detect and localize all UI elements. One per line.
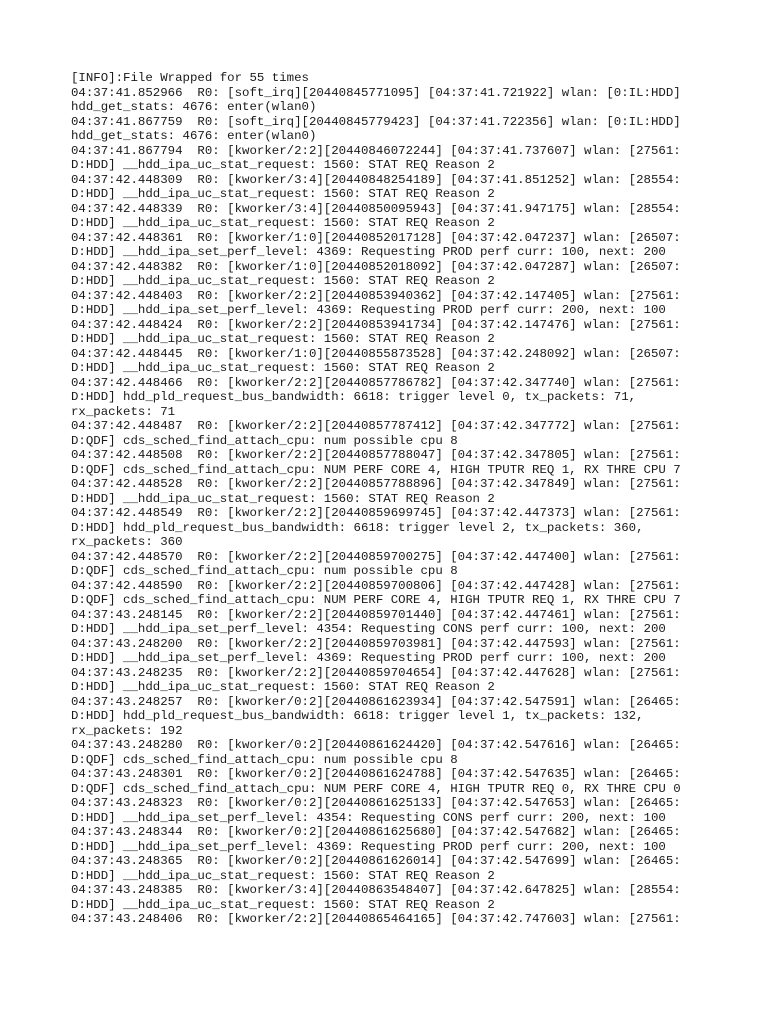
- log-line: D:HDD] __hdd_ipa_uc_stat_request: 1560: STAT REQ Reason 2: [71, 680, 495, 694]
- log-line: 04:37:42.448382 R0: [kworker/1:0][20440852018092] [04:37:42.047287] wlan: [26507:: [71, 259, 681, 274]
- log-line: 04:37:42.448590 R0: [kworker/2:2][20440859700806] [04:37:42.447428] wlan: [27561:: [71, 578, 681, 593]
- log-line: D:HDD] __hdd_ipa_uc_stat_request: 1560: STAT REQ Reason 2: [71, 216, 495, 230]
- log-line: hdd_get_stats: 4676: enter(wlan0): [71, 129, 317, 143]
- log-line: 04:37:43.248257 R0: [kworker/0:2][20440861623934] [04:37:42.547591] wlan: [26465:: [71, 694, 681, 709]
- log-line: 04:37:42.448508 R0: [kworker/2:2][20440857788047] [04:37:42.347805] wlan: [27561:: [71, 448, 681, 462]
- log-line: 04:37:43.248235 R0: [kworker/2:2][20440859704654] [04:37:42.447628] wlan: [27561:: [71, 665, 681, 680]
- log-line: D:HDD] __hdd_ipa_set_perf_level: 4354: Requesting CONS perf curr: 200, next: 100: [71, 810, 666, 825]
- log-line: D:HDD] hdd_pld_request_bus_bandwidth: 6618: trigger level 0, tx_packets: 71,: [71, 390, 637, 404]
- log-line: D:HDD] hdd_pld_request_bus_bandwidth: 6618: trigger level 2, tx_packets: 360,: [71, 520, 644, 535]
- log-line: 04:37:43.248365 R0: [kworker/0:2][20440861626014] [04:37:42.547699] wlan: [26465:: [71, 854, 681, 868]
- log-line: D:QDF] cds_sched_find_attach_cpu: num possible cpu 8: [71, 752, 458, 767]
- log-line: D:QDF] cds_sched_find_attach_cpu: num possible cpu 8: [71, 433, 458, 448]
- log-line: 04:37:41.867794 R0: [kworker/2:2][20440846072244] [04:37:41.737607] wlan: [27561:: [71, 143, 681, 158]
- log-line: D:HDD] __hdd_ipa_uc_stat_request: 1560: STAT REQ Reason 2: [71, 332, 495, 346]
- log-line: D:HDD] __hdd_ipa_uc_stat_request: 1560: STAT REQ Reason 2: [71, 897, 495, 912]
- log-line: D:QDF] cds_sched_find_attach_cpu: NUM PERF CORE 4, HIGH TPUTR REQ 0, RX THRE CPU 0: [71, 781, 681, 796]
- log-line: rx_packets: 192: [71, 723, 183, 738]
- log-line: D:HDD] __hdd_ipa_uc_stat_request: 1560: STAT REQ Reason 2: [71, 361, 495, 375]
- log-line: 04:37:43.248385 R0: [kworker/3:4][20440863548407] [04:37:42.647825] wlan: [28554:: [71, 883, 681, 897]
- log-line: 04:37:42.448487 R0: [kworker/2:2][20440857787412] [04:37:42.347772] wlan: [27561:: [71, 419, 681, 433]
- log-line: 04:37:43.248344 R0: [kworker/0:2][20440861625680] [04:37:42.547682] wlan: [26465:: [71, 825, 681, 839]
- log-line: hdd_get_stats: 4676: enter(wlan0): [71, 100, 317, 114]
- log-line: D:HDD] __hdd_ipa_uc_stat_request: 1560: STAT REQ Reason 2: [71, 158, 495, 172]
- log-line: D:HDD] __hdd_ipa_set_perf_level: 4369: Requesting PROD perf curr: 200, next: 100: [71, 839, 666, 854]
- log-line: 04:37:41.867759 R0: [soft_irq][20440845779423] [04:37:41.722356] wlan: [0:IL:HDD]: [71, 114, 681, 129]
- log-line: 04:37:42.448403 R0: [kworker/2:2][20440853940362] [04:37:42.147405] wlan: [27561:: [71, 288, 681, 303]
- log-document: [71, 71, 761, 927]
- log-line: D:HDD] __hdd_ipa_set_perf_level: 4369: Requesting PROD perf curr: 100, next: 200: [71, 245, 666, 259]
- log-line: 04:37:42.448570 R0: [kworker/2:2][20440859700275] [04:37:42.447400] wlan: [27561:: [71, 549, 681, 564]
- log-line: D:HDD] __hdd_ipa_set_perf_level: 4369: Requesting PROD perf curr: 200, next: 100: [71, 303, 666, 317]
- log-line: 04:37:43.248200 R0: [kworker/2:2][20440859703981] [04:37:42.447593] wlan: [27561:: [71, 636, 681, 651]
- log-line: 04:37:42.448466 R0: [kworker/2:2][20440857786782] [04:37:42.347740] wlan: [27561:: [71, 375, 681, 390]
- log-line: 04:37:43.248323 R0: [kworker/0:2][20440861625133] [04:37:42.547653] wlan: [26465:: [71, 796, 681, 810]
- log-line: 04:37:43.248406 R0: [kworker/2:2][20440865464165] [04:37:42.747603] wlan: [27561:: [71, 912, 681, 926]
- log-line: 04:37:42.448445 R0: [kworker/1:0][20440855873528] [04:37:42.248092] wlan: [26507:: [71, 346, 681, 361]
- log-line: 04:37:42.448361 R0: [kworker/1:0][20440852017128] [04:37:42.047237] wlan: [26507:: [71, 230, 681, 245]
- log-line: 04:37:42.448309 R0: [kworker/3:4][20440848254189] [04:37:41.851252] wlan: [28554:: [71, 172, 681, 187]
- log-line: D:HDD] __hdd_ipa_uc_stat_request: 1560: STAT REQ Reason 2: [71, 868, 495, 883]
- log-line: rx_packets: 71: [71, 404, 176, 419]
- log-line: 04:37:42.448528 R0: [kworker/2:2][20440857788896] [04:37:42.347849] wlan: [27561:: [71, 477, 681, 491]
- log-line: 04:37:42.448424 R0: [kworker/2:2][20440853941734] [04:37:42.147476] wlan: [27561:: [71, 317, 681, 332]
- log-line: 04:37:42.448339 R0: [kworker/3:4][20440850095943] [04:37:41.947175] wlan: [28554:: [71, 201, 681, 216]
- log-line: D:HDD] __hdd_ipa_set_perf_level: 4354: Requesting CONS perf curr: 100, next: 200: [71, 622, 666, 636]
- log-line: D:HDD] __hdd_ipa_set_perf_level: 4369: Requesting PROD perf curr: 100, next: 200: [71, 651, 666, 665]
- log-line: D:HDD] __hdd_ipa_uc_stat_request: 1560: STAT REQ Reason 2: [71, 491, 495, 506]
- log-line: D:HDD] hdd_pld_request_bus_bandwidth: 6618: trigger level 1, tx_packets: 132,: [71, 709, 644, 723]
- log-line: 04:37:43.248145 R0: [kworker/2:2][20440859701440] [04:37:42.447461] wlan: [27561:: [71, 607, 681, 622]
- log-line: 04:37:43.248280 R0: [kworker/0:2][20440861624420] [04:37:42.547616] wlan: [26465:: [71, 738, 681, 752]
- log-line: [INFO]:File Wrapped for 55 times: [71, 71, 309, 85]
- log-line: D:QDF] cds_sched_find_attach_cpu: num possible cpu 8: [71, 564, 458, 578]
- log-line: D:QDF] cds_sched_find_attach_cpu: NUM PERF CORE 4, HIGH TPUTR REQ 1, RX THRE CPU 7: [71, 593, 681, 607]
- log-line: D:HDD] __hdd_ipa_uc_stat_request: 1560: STAT REQ Reason 2: [71, 187, 495, 201]
- log-line: rx_packets: 360: [71, 535, 183, 549]
- log-line: 04:37:41.852966 R0: [soft_irq][20440845771095] [04:37:41.721922] wlan: [0:IL:HDD]: [71, 85, 681, 100]
- log-line: 04:37:43.248301 R0: [kworker/0:2][20440861624788] [04:37:42.547635] wlan: [26465:: [71, 767, 681, 781]
- log-line: D:QDF] cds_sched_find_attach_cpu: NUM PERF CORE 4, HIGH TPUTR REQ 1, RX THRE CPU 7: [71, 462, 681, 477]
- log-line: 04:37:42.448549 R0: [kworker/2:2][20440859699745] [04:37:42.447373] wlan: [27561:: [71, 506, 681, 520]
- log-line: D:HDD] __hdd_ipa_uc_stat_request: 1560: STAT REQ Reason 2: [71, 274, 495, 288]
